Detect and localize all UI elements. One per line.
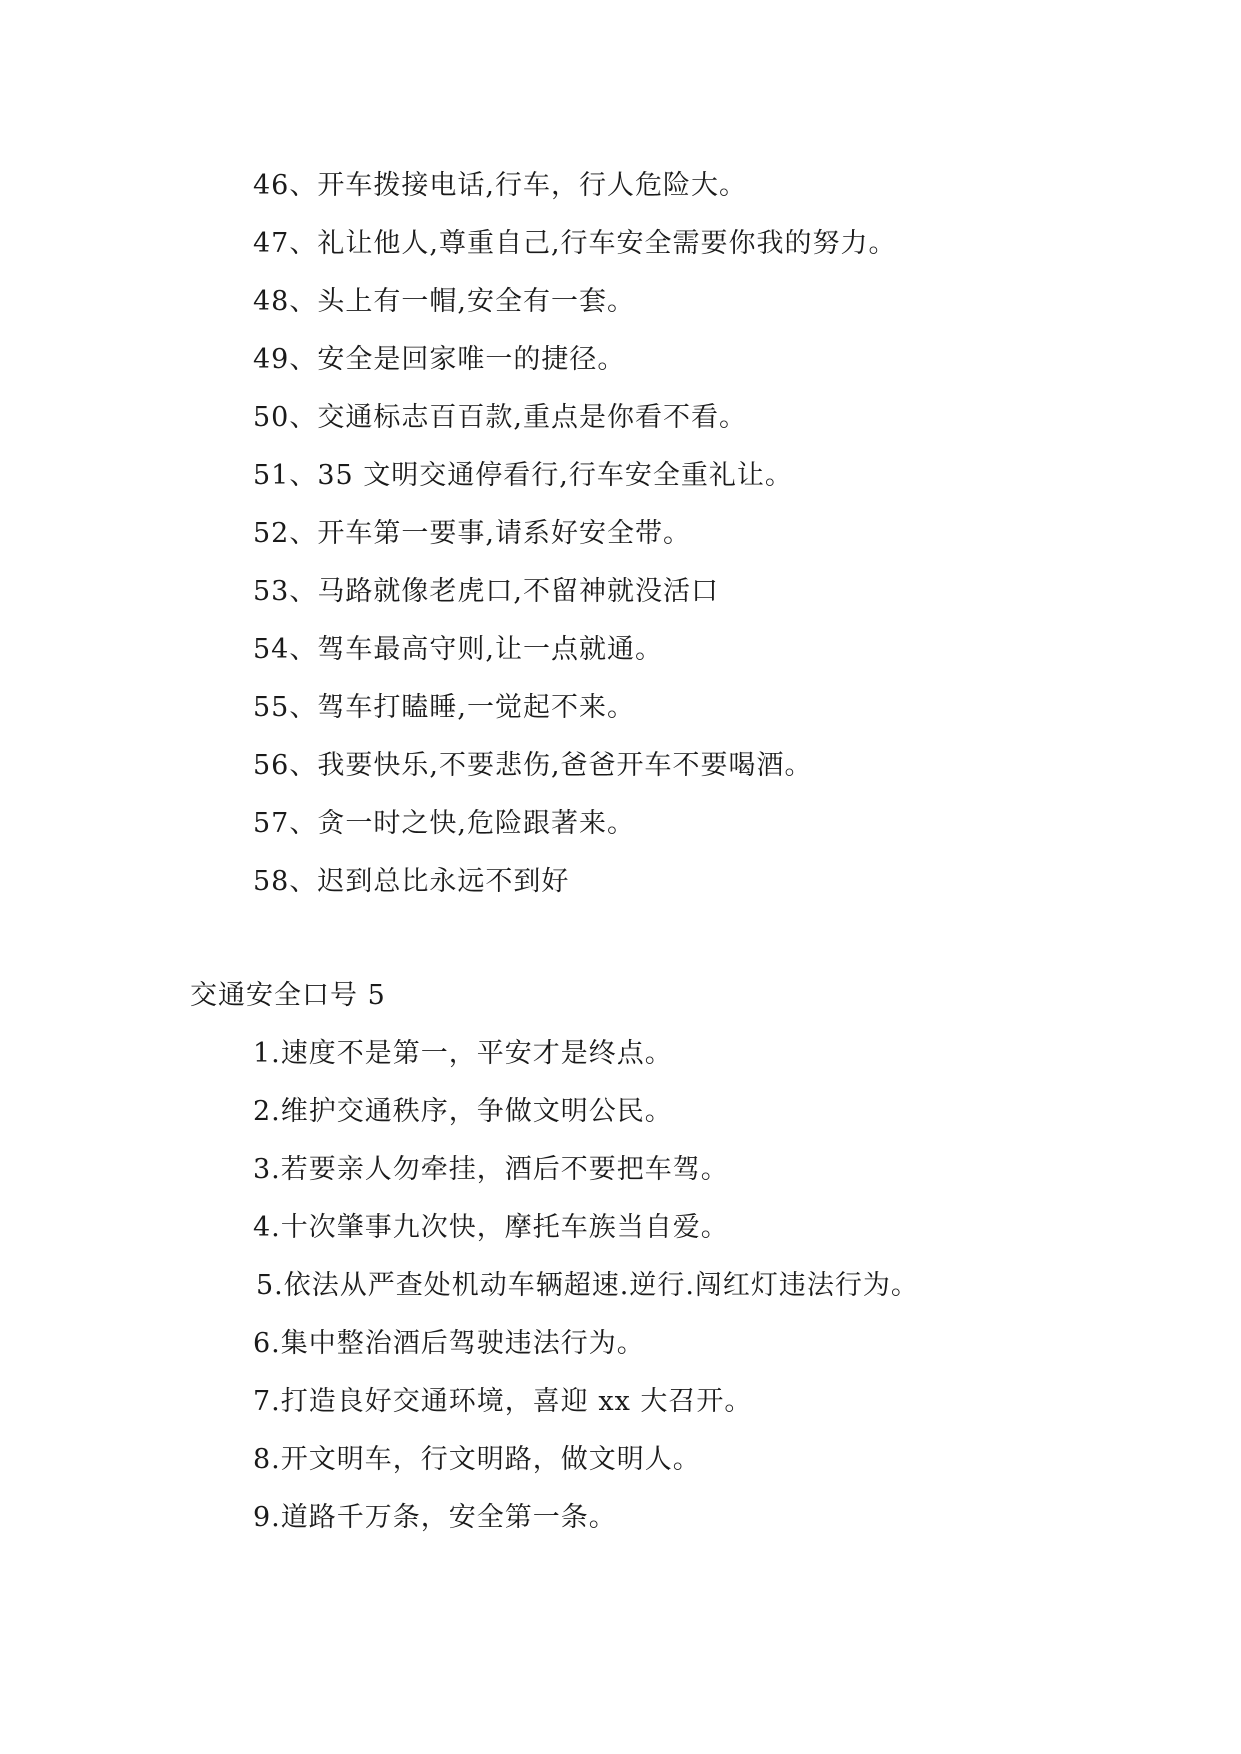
slogan-item-9: 9.道路千万条，安全第一条。	[253, 1502, 617, 1533]
slogan-item-5: 5.依法从严查处机动车辆超速.逆行.闯红灯违法行为。	[256, 1270, 919, 1301]
slogan-item-46: 46、开车拨接电话,行车，行人危险大。	[253, 170, 747, 201]
slogan-item-53: 53、马路就像老虎口,不留神就没活口	[253, 576, 719, 607]
slogan-item-57: 57、贪一时之快,危险跟著来。	[253, 808, 635, 839]
slogan-item-7: 7.打造良好交通环境，喜迎 xx 大召开。	[253, 1386, 753, 1417]
slogan-item-58: 58、迟到总比永远不到好	[253, 866, 570, 897]
slogan-item-55: 55、驾车打瞌睡,一觉起不来。	[253, 692, 635, 723]
slogan-item-48: 48、头上有一帽,安全有一套。	[253, 286, 635, 317]
slogan-item-52: 52、开车第一要事,请系好安全带。	[253, 518, 691, 549]
slogan-item-2: 2.维护交通秩序，争做文明公民。	[253, 1096, 673, 1127]
section-heading: 交通安全口号 5	[190, 980, 386, 1011]
slogan-item-49: 49、安全是回家唯一的捷径。	[253, 344, 626, 375]
slogan-item-8: 8.开文明车，行文明路，做文明人。	[253, 1444, 701, 1475]
slogan-item-56: 56、我要快乐,不要悲伤,爸爸开车不要喝酒。	[253, 750, 813, 781]
slogan-item-54: 54、驾车最高守则,让一点就通。	[253, 634, 663, 665]
slogan-item-51: 51、35 文明交通停看行,行车安全重礼让。	[253, 460, 793, 491]
slogan-item-6: 6.集中整治酒后驾驶违法行为。	[253, 1328, 645, 1359]
slogan-item-1: 1.速度不是第一，平安才是终点。	[253, 1038, 673, 1069]
slogan-item-4: 4.十次肇事九次快，摩托车族当自爱。	[253, 1212, 729, 1243]
slogan-item-3: 3.若要亲人勿牵挂，酒后不要把车驾。	[253, 1154, 729, 1185]
slogan-item-50: 50、交通标志百百款,重点是你看不看。	[253, 402, 747, 433]
slogan-item-47: 47、礼让他人,尊重自己,行车安全需要你我的努力。	[253, 228, 897, 259]
